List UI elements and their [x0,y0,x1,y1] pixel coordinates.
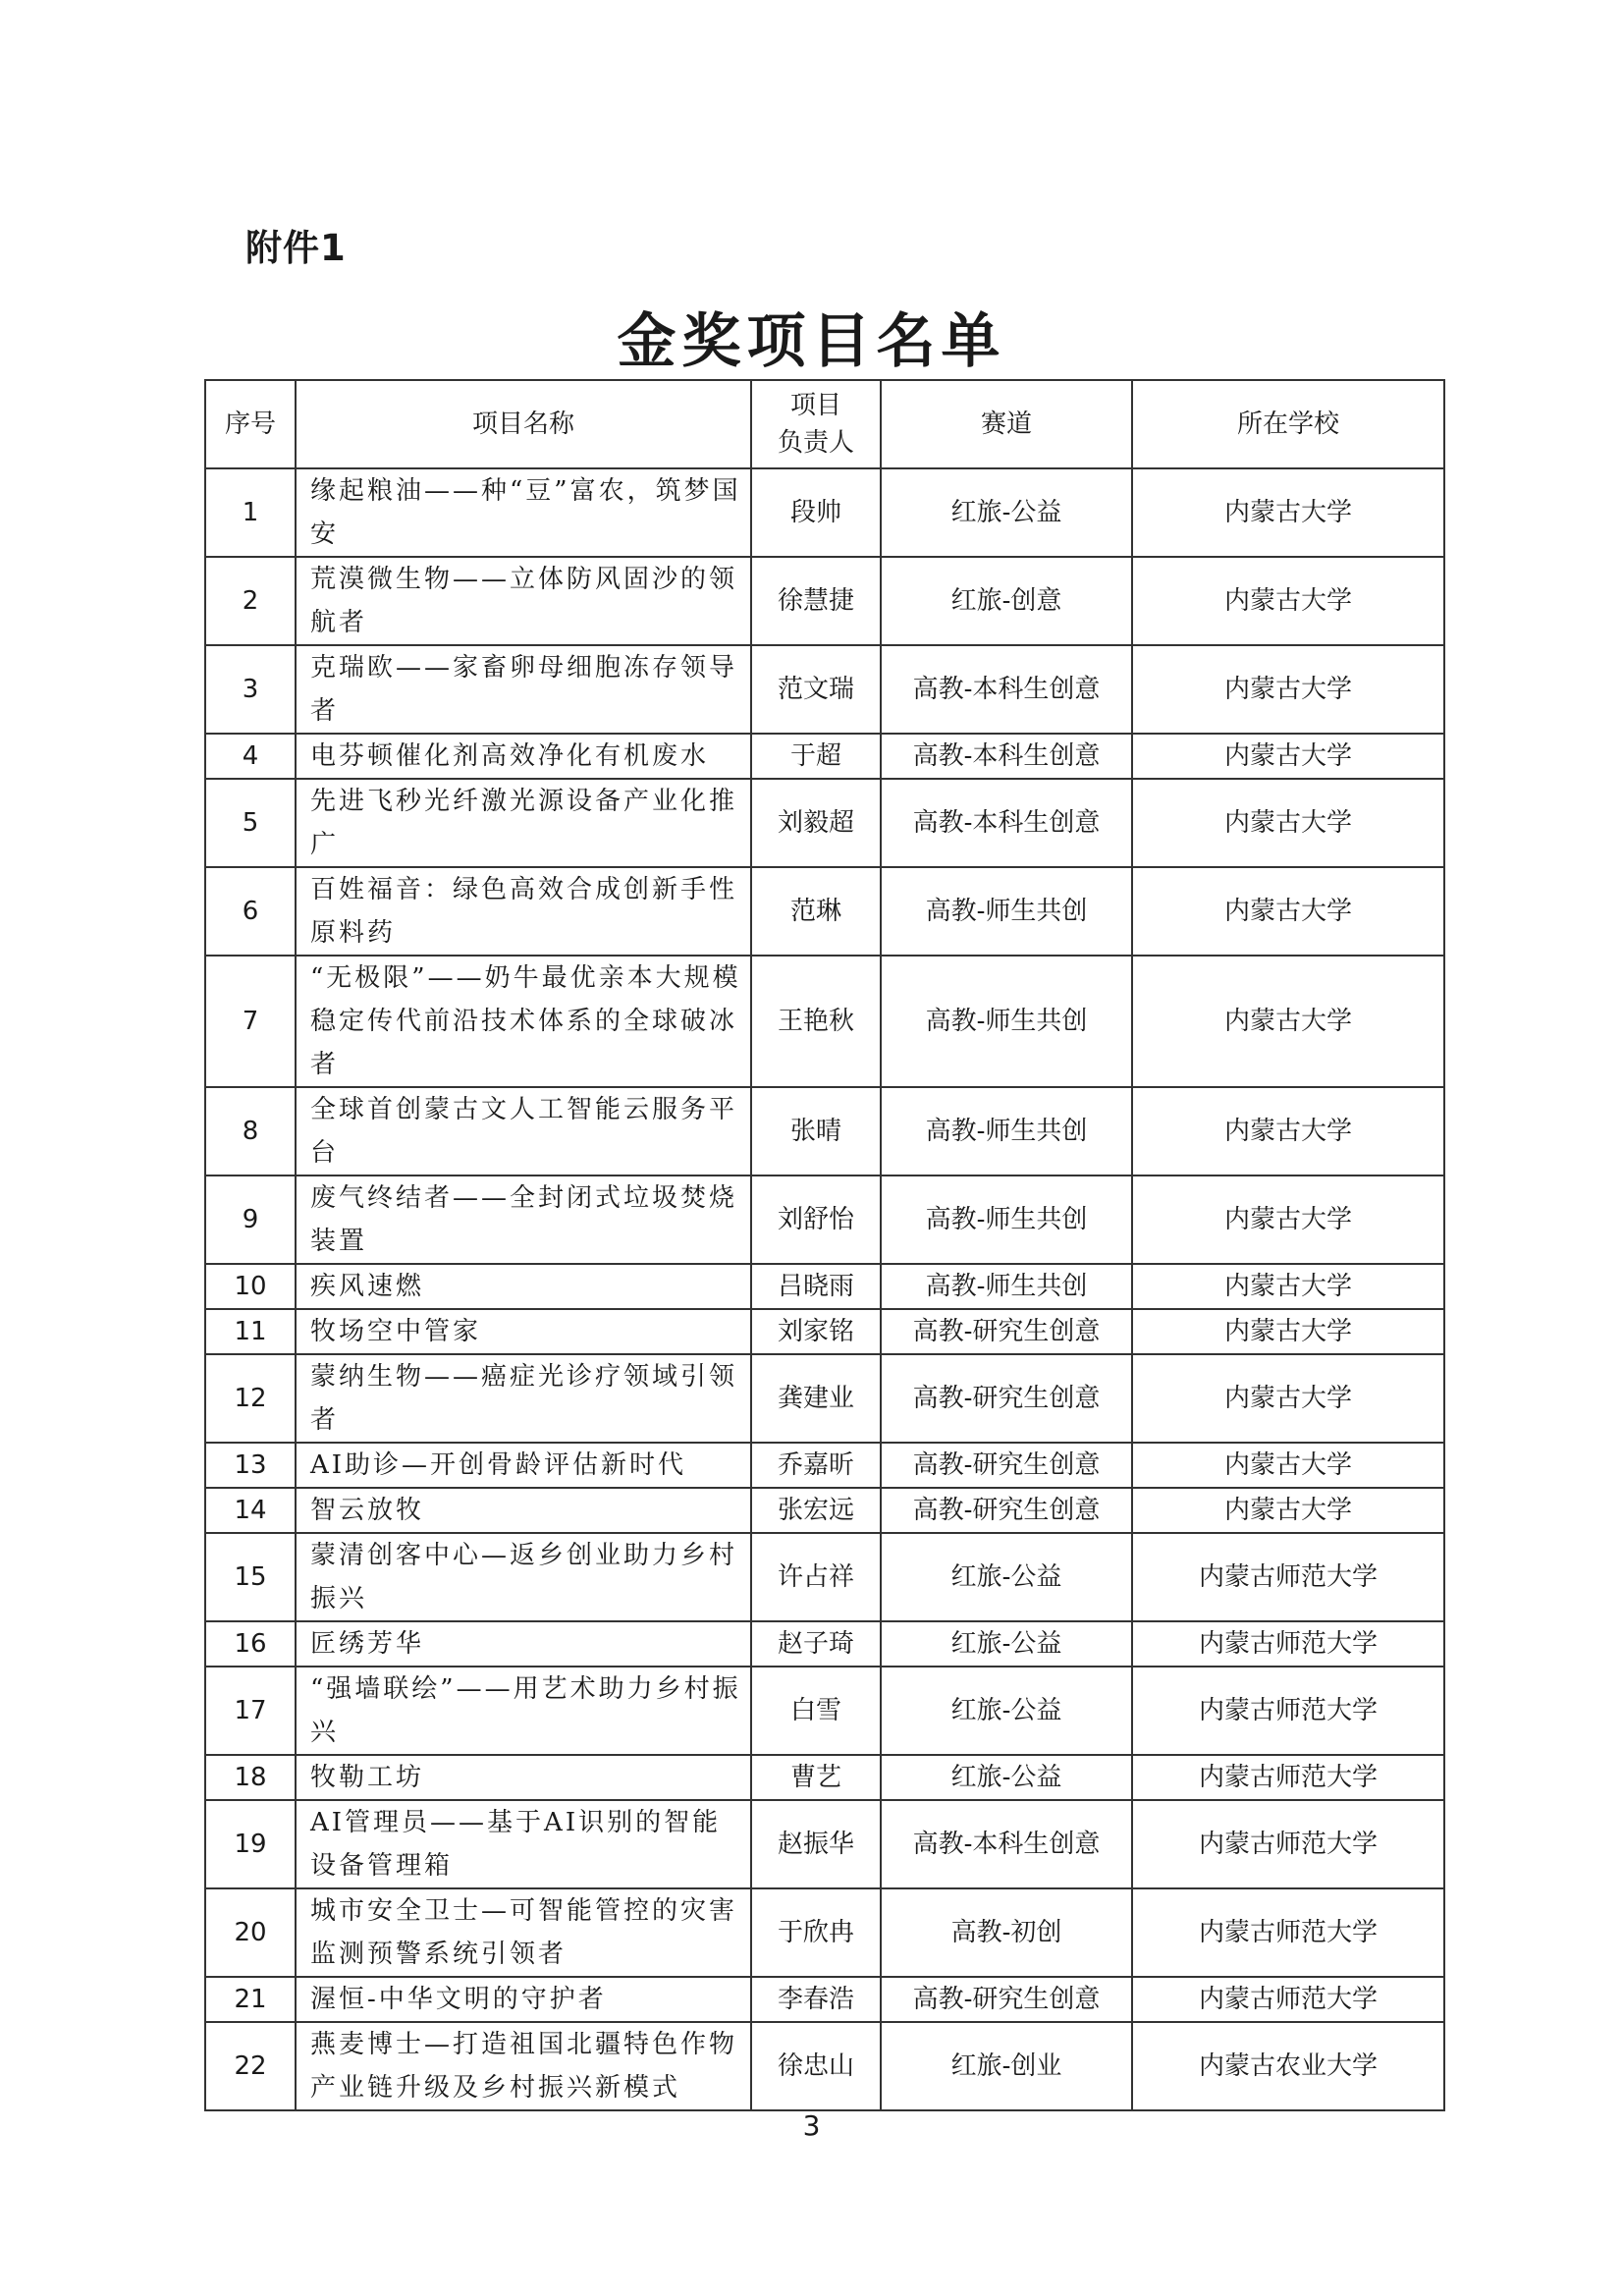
row-leader: 徐慧捷 [751,557,881,645]
table-row [205,1309,1444,1354]
row-school: 内蒙古大学 [1132,1175,1444,1264]
table-row [205,1977,1444,2022]
row-school: 内蒙古大学 [1132,1309,1444,1354]
table-row [205,867,1444,956]
row-track: 红旅-创意 [881,557,1132,645]
row-seq: 17 [205,1667,296,1755]
row-track: 高教-师生共创 [881,1175,1132,1264]
row-track: 红旅-公益 [881,1621,1132,1667]
table-row [205,1621,1444,1667]
table-row [205,1175,1444,1264]
table-row [205,779,1444,867]
table-row [205,1888,1444,1977]
table-row [205,1755,1444,1800]
row-seq: 2 [205,557,296,645]
row-leader: 范文瑞 [751,645,881,734]
row-track: 高教-师生共创 [881,1087,1132,1175]
table-row [205,1087,1444,1175]
row-project-name: AI管理员——基于AI识别的智能设备管理箱 [296,1800,751,1888]
row-school: 内蒙古师范大学 [1132,1667,1444,1755]
table-row [205,956,1444,1087]
header-leader [751,380,881,468]
row-school: 内蒙古师范大学 [1132,1755,1444,1800]
row-leader: 张宏远 [751,1488,881,1533]
row-project-name: AI助诊—开创骨龄评估新时代 [296,1443,751,1488]
row-school: 内蒙古大学 [1132,779,1444,867]
table-row [205,1488,1444,1533]
row-track: 高教-研究生创意 [881,1443,1132,1488]
table-row [205,1443,1444,1488]
row-seq: 12 [205,1354,296,1443]
row-school: 内蒙古农业大学 [1132,2022,1444,2110]
row-track: 高教-研究生创意 [881,1488,1132,1533]
table-row [205,1800,1444,1888]
row-track: 红旅-公益 [881,468,1132,557]
row-leader: 李春浩 [751,1977,881,2022]
row-project-name: 克瑞欧——家畜卵母细胞冻存领导者 [296,645,751,734]
row-seq: 6 [205,867,296,956]
table-row [205,1264,1444,1309]
table-row [205,734,1444,779]
row-project-name: 匠绣芳华 [296,1621,751,1667]
table-header-row [205,380,1444,468]
row-project-name: 缘起粮油——种“豆”富农，筑梦国安 [296,468,751,557]
row-track: 高教-初创 [881,1888,1132,1977]
row-leader: 龚建业 [751,1354,881,1443]
gold-award-table [204,379,1445,2111]
row-leader: 徐忠山 [751,2022,881,2110]
row-seq: 9 [205,1175,296,1264]
row-leader: 张晴 [751,1087,881,1175]
row-seq: 5 [205,779,296,867]
row-project-name: 荒漠微生物——立体防风固沙的领航者 [296,557,751,645]
row-seq: 4 [205,734,296,779]
row-project-name: 废气终结者——全封闭式垃圾焚烧装置 [296,1175,751,1264]
row-school: 内蒙古大学 [1132,734,1444,779]
row-school: 内蒙古大学 [1132,867,1444,956]
row-seq: 22 [205,2022,296,2110]
row-leader: 于欣冉 [751,1888,881,1977]
row-track: 红旅-公益 [881,1533,1132,1621]
row-school: 内蒙古大学 [1132,557,1444,645]
row-leader: 段帅 [751,468,881,557]
row-school: 内蒙古大学 [1132,645,1444,734]
row-school: 内蒙古大学 [1132,1443,1444,1488]
row-track: 高教-本科生创意 [881,645,1132,734]
row-seq: 19 [205,1800,296,1888]
row-project-name: 先进飞秒光纤激光源设备产业化推广 [296,779,751,867]
row-track: 高教-本科生创意 [881,779,1132,867]
row-school: 内蒙古师范大学 [1132,1888,1444,1977]
header-track: 赛道 [881,380,1132,468]
row-seq: 13 [205,1443,296,1488]
row-school: 内蒙古大学 [1132,1087,1444,1175]
header-leader-line1: 项目 [789,391,841,420]
row-track: 高教-研究生创意 [881,1354,1132,1443]
row-seq: 16 [205,1621,296,1667]
row-leader: 于超 [751,734,881,779]
row-project-name: 城市安全卫士—可智能管控的灾害监测预警系统引领者 [296,1888,751,1977]
row-track: 红旅-创业 [881,2022,1132,2110]
row-seq: 21 [205,1977,296,2022]
row-track: 红旅-公益 [881,1667,1132,1755]
row-leader: 刘家铭 [751,1309,881,1354]
row-track: 高教-师生共创 [881,1264,1132,1309]
row-track: 高教-研究生创意 [881,1977,1132,2022]
row-school: 内蒙古大学 [1132,1264,1444,1309]
row-leader: 范琳 [751,867,881,956]
attachment-label: 附件1 [245,227,347,269]
row-seq: 18 [205,1755,296,1800]
row-project-name: 蒙清创客中心—返乡创业助力乡村振兴 [296,1533,751,1621]
row-project-name: 燕麦博士—打造祖国北疆特色作物产业链升级及乡村振兴新模式 [296,2022,751,2110]
row-track: 高教-师生共创 [881,956,1132,1087]
table-body [205,468,1444,2110]
table-row [205,468,1444,557]
row-seq: 3 [205,645,296,734]
row-track: 高教-本科生创意 [881,734,1132,779]
row-leader: 王艳秋 [751,956,881,1087]
table-row [205,1354,1444,1443]
row-seq: 8 [205,1087,296,1175]
row-school: 内蒙古师范大学 [1132,1621,1444,1667]
row-seq: 7 [205,956,296,1087]
row-school: 内蒙古大学 [1132,1354,1444,1443]
row-seq: 20 [205,1888,296,1977]
table-row [205,2022,1444,2110]
row-school: 内蒙古大学 [1132,956,1444,1087]
table-row [205,645,1444,734]
table-row [205,1667,1444,1755]
row-project-name: 电芬顿催化剂高效净化有机废水 [296,734,751,779]
row-project-name: 牧场空中管家 [296,1309,751,1354]
header-school: 所在学校 [1132,380,1444,468]
row-seq: 15 [205,1533,296,1621]
row-leader: 赵振华 [751,1800,881,1888]
row-project-name: 牧勒工坊 [296,1755,751,1800]
row-school: 内蒙古大学 [1132,468,1444,557]
header-project: 项目名称 [296,380,751,468]
row-leader: 刘舒怡 [751,1175,881,1264]
row-track: 红旅-公益 [881,1755,1132,1800]
row-track: 高教-研究生创意 [881,1309,1132,1354]
row-project-name: 疾风速燃 [296,1264,751,1309]
row-leader: 曹艺 [751,1755,881,1800]
row-project-name: 智云放牧 [296,1488,751,1533]
row-school: 内蒙古大学 [1132,1488,1444,1533]
row-seq: 10 [205,1264,296,1309]
page-number: 3 [802,2109,821,2142]
row-leader: 赵子琦 [751,1621,881,1667]
header-seq: 序号 [205,380,296,468]
row-leader: 吕晓雨 [751,1264,881,1309]
row-project-name: 百姓福音：绿色高效合成创新手性原料药 [296,867,751,956]
row-leader: 白雪 [751,1667,881,1755]
row-leader: 乔嘉昕 [751,1443,881,1488]
row-seq: 11 [205,1309,296,1354]
table-row [205,1533,1444,1621]
row-project-name: 全球首创蒙古文人工智能云服务平台 [296,1087,751,1175]
row-leader: 许占祥 [751,1533,881,1621]
row-school: 内蒙古师范大学 [1132,1533,1444,1621]
row-leader: 刘毅超 [751,779,881,867]
row-project-name: “无极限”——奶牛最优亲本大规模稳定传代前沿技术体系的全球破冰者 [296,956,751,1087]
page-title: 金奖项目名单 [617,307,1006,376]
row-project-name: 蒙纳生物——癌症光诊疗领域引领者 [296,1354,751,1443]
row-school: 内蒙古师范大学 [1132,1800,1444,1888]
row-project-name: 渥恒-中华文明的守护者 [296,1977,751,2022]
header-leader-line2: 负责人 [777,428,854,458]
row-school: 内蒙古师范大学 [1132,1977,1444,2022]
table-row [205,557,1444,645]
row-track: 高教-师生共创 [881,867,1132,956]
row-seq: 1 [205,468,296,557]
row-track: 高教-本科生创意 [881,1800,1132,1888]
row-project-name: “强墙联绘”——用艺术助力乡村振兴 [296,1667,751,1755]
row-seq: 14 [205,1488,296,1533]
